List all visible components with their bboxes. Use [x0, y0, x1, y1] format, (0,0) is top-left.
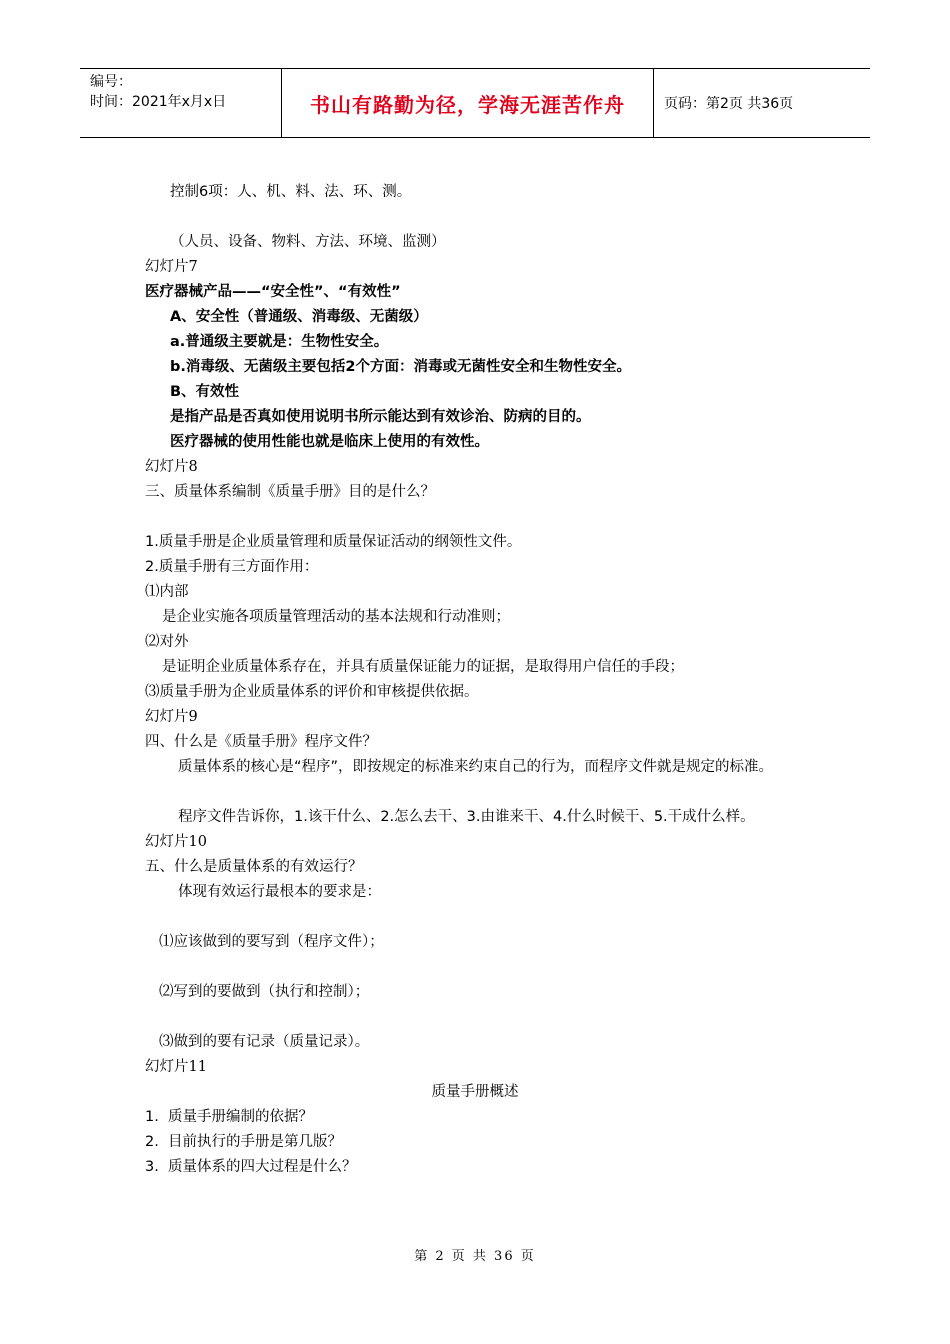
text-line: b.消毒级、无菌级主要包括2个方面：消毒或无菌性安全和生物性安全。 — [170, 359, 631, 375]
list-item: 3. 质量体系的四大过程是什么？ — [145, 1159, 357, 1175]
text-line: A、安全性（普通级、消毒级、无菌级） — [170, 309, 428, 325]
text-line: 2.质量手册有三方面作用： — [145, 559, 319, 575]
section-heading: 五、什么是质量体系的有效运行？ — [145, 859, 363, 875]
text-line: ⑵写到的要做到（执行和控制）； — [159, 984, 370, 1000]
document-date-label: 时间：2021年x月x日 — [90, 94, 227, 110]
text-line: ⑴内部 — [145, 584, 189, 600]
document-body — [145, 180, 805, 1180]
text-line: ⑴应该做到的要写到（程序文件）； — [159, 934, 384, 950]
slide-label: 幻灯片11 — [145, 1059, 207, 1075]
slide-label: 幻灯片7 — [145, 259, 198, 275]
text-line: 是证明企业质量体系存在，并具有质量保证能力的证据，是取得用户信任的手段； — [162, 659, 684, 675]
section-heading: 四、什么是《质量手册》程序文件？ — [145, 734, 377, 750]
page-footer: 第 2 页 共 36 页 — [414, 1249, 536, 1264]
text-line: B、有效性 — [170, 384, 240, 400]
section-heading: 三、质量体系编制《质量手册》目的是什么？ — [145, 484, 435, 500]
text-line: （人员、设备、物料、方法、环境、监测） — [170, 234, 446, 250]
text-line: ⑶质量手册为企业质量体系的评价和审核提供依据。 — [145, 684, 479, 700]
page-header — [80, 68, 870, 138]
slide-label: 幻灯片8 — [145, 459, 198, 475]
list-item: 1. 质量手册编制的依据？ — [145, 1109, 314, 1125]
header-page-number: 页码：第2页 共36页 — [664, 96, 794, 112]
slide-label: 幻灯片9 — [145, 709, 198, 725]
text-line: ⑵对外 — [145, 634, 189, 650]
list-item: 2. 目前执行的手册是第几版？ — [145, 1134, 343, 1150]
text-line: a.普通级主要就是：生物性安全。 — [170, 334, 389, 350]
header-meta — [80, 69, 282, 137]
text-line: 是指产品是否真如使用说明书所示能达到有效诊治、防病的目的。 — [170, 409, 591, 425]
section-heading: 医疗器械产品——“安全性”、“有效性” — [145, 284, 401, 300]
text-line: 1.质量手册是企业质量管理和质量保证活动的纲领性文件。 — [145, 534, 522, 550]
text-line: 是企业实施各项质量管理活动的基本法规和行动准则； — [162, 609, 510, 625]
text-line: 医疗器械的使用性能也就是临床上使用的有效性。 — [170, 434, 489, 450]
document-number-label: 编号： — [90, 74, 132, 90]
text-line: ⑶做到的要有记录（质量记录）。 — [159, 1034, 370, 1050]
centered-title: 质量手册概述 — [431, 1084, 519, 1100]
header-motto: 书山有路勤为径，学海无涯苦作舟 — [282, 69, 654, 137]
paragraph: 质量体系的核心是“程序”，即按规定的标准来约束自己的行为，而程序文件就是规定的标准。 — [178, 759, 774, 775]
slide-label: 幻灯片10 — [145, 834, 207, 850]
text-line: 控制6项：人、机、料、法、环、测。 — [170, 184, 412, 200]
paragraph: 程序文件告诉你，1.该干什么、2.怎么去干、3.由谁来干、4.什么时候干、5.干成什么样。 — [178, 809, 755, 825]
text-line: 体现有效运行最根本的要求是： — [178, 884, 381, 900]
